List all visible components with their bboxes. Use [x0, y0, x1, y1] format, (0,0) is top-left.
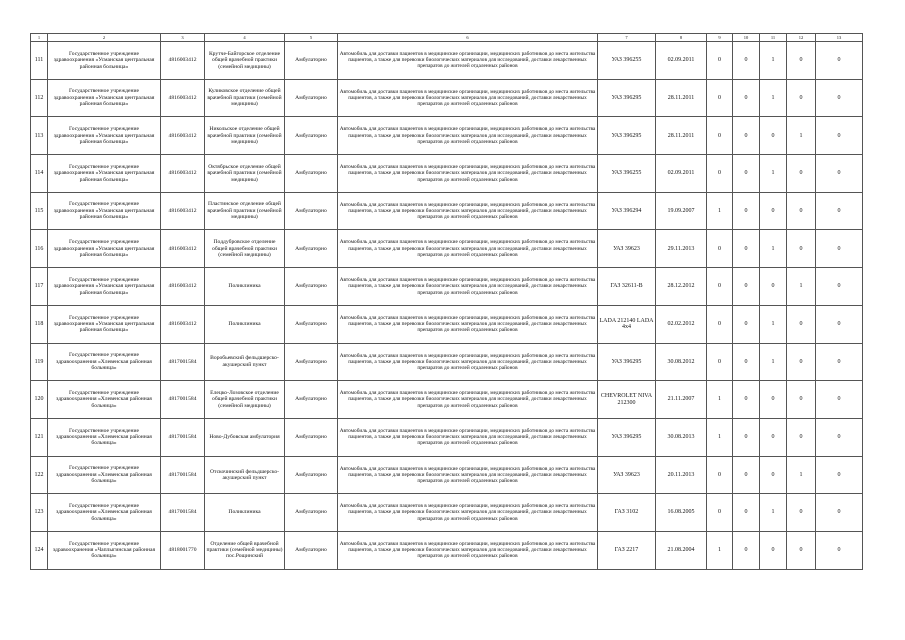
column-header: 8: [656, 34, 707, 42]
unit-cell: Отделение общей врачебной практики (семейной медицины) пос.Рощинский: [205, 531, 285, 569]
care-type-cell: Амбулаторно: [285, 343, 338, 381]
table-row: [31, 418, 863, 456]
institution-cell: Государственное учреждение здравоохранения «Хлевенская районная больница»: [48, 418, 161, 456]
institution-cell: Государственное учреждение здравоохранения «Усманская центральная районная больница»: [48, 79, 161, 117]
unit-cell: Никольское отделение общей врачебной практики (семейной медицины): [205, 117, 285, 155]
column-header: 10: [733, 34, 760, 42]
purpose-cell: Автомобиль для доставки пациентов в медицинские организации, медицинских работников до места жительства пациентов, а также для перевозки биологических материалов для исследований, доставки лекарственных препаратов до жителей отдаленных районов: [338, 494, 598, 532]
vehicle-model-cell: УАЗ 396294: [598, 192, 656, 230]
flag-cell-10: 0: [733, 117, 760, 155]
institution-cell: Государственное учреждение здравоохранения «Усманская центральная районная больница»: [48, 268, 161, 306]
flag-cell-10: 0: [733, 42, 760, 80]
column-header: 11: [760, 34, 787, 42]
table-row: [31, 268, 863, 306]
date-cell: 28.11.2011: [656, 79, 707, 117]
row-number-cell: 124: [31, 531, 48, 569]
flag-cell-13: 0: [816, 42, 863, 80]
inn-cell: 4816003412: [161, 79, 205, 117]
flag-cell-13: 0: [816, 381, 863, 419]
column-header: 5: [285, 34, 338, 42]
column-header: 9: [707, 34, 733, 42]
flag-cell-12: 0: [787, 494, 816, 532]
column-header: 6: [338, 34, 598, 42]
table-row: [31, 230, 863, 268]
row-number-cell: 121: [31, 418, 48, 456]
inn-cell: 4817001584: [161, 418, 205, 456]
flag-cell-12: 0: [787, 418, 816, 456]
purpose-cell: Автомобиль для доставки пациентов в медицинские организации, медицинских работников до места жительства пациентов, а также для перевозки биологических материалов для исследований, доставки лекарственных препаратов до жителей отдаленных районов: [338, 268, 598, 306]
flag-cell-10: 0: [733, 79, 760, 117]
row-number-cell: 117: [31, 268, 48, 306]
care-type-cell: Амбулаторно: [285, 531, 338, 569]
flag-cell-13: 0: [816, 79, 863, 117]
table-row: [31, 155, 863, 193]
flag-cell-9: 1: [707, 381, 733, 419]
flag-cell-12: 0: [787, 230, 816, 268]
care-type-cell: Амбулаторно: [285, 418, 338, 456]
date-cell: 16.08.2005: [656, 494, 707, 532]
vehicle-model-cell: УАЗ 396255: [598, 42, 656, 80]
flag-cell-11: 1: [760, 42, 787, 80]
flag-cell-10: 0: [733, 230, 760, 268]
vehicle-model-cell: УАЗ 39623: [598, 230, 656, 268]
flag-cell-11: 0: [760, 531, 787, 569]
flag-cell-11: 1: [760, 494, 787, 532]
flag-cell-10: 0: [733, 155, 760, 193]
flag-cell-13: 0: [816, 155, 863, 193]
vehicle-model-cell: УАЗ 396295: [598, 418, 656, 456]
date-cell: 19.09.2007: [656, 192, 707, 230]
flag-cell-12: 0: [787, 381, 816, 419]
unit-cell: Поликлиника: [205, 305, 285, 343]
table-row: [31, 117, 863, 155]
table-row: [31, 42, 863, 80]
institution-cell: Государственное учреждение здравоохранения «Усманская центральная районная больница»: [48, 155, 161, 193]
vehicle-model-cell: LADA 212140 LADA 4x4: [598, 305, 656, 343]
vehicle-model-cell: ГАЗ 3102: [598, 494, 656, 532]
inn-cell: 4816003412: [161, 268, 205, 306]
flag-cell-12: 0: [787, 192, 816, 230]
flag-cell-9: 0: [707, 42, 733, 80]
date-cell: 21.08.2004: [656, 531, 707, 569]
flag-cell-13: 0: [816, 343, 863, 381]
flag-cell-9: 1: [707, 531, 733, 569]
table-row: [31, 494, 863, 532]
table-body: [31, 42, 863, 570]
unit-cell: Поддубровское отделение общей врачебной практики (семейной медицины): [205, 230, 285, 268]
care-type-cell: Амбулаторно: [285, 456, 338, 494]
row-number-cell: 122: [31, 456, 48, 494]
flag-cell-9: 1: [707, 192, 733, 230]
inn-cell: 4816003412: [161, 117, 205, 155]
column-header: 3: [161, 34, 205, 42]
flag-cell-13: 0: [816, 418, 863, 456]
vehicle-model-cell: УАЗ 396295: [598, 79, 656, 117]
vehicle-model-cell: УАЗ 396295: [598, 117, 656, 155]
unit-cell: Поликлиника: [205, 494, 285, 532]
unit-cell: Пластинское отделение общей врачебной практики (семейной медицины): [205, 192, 285, 230]
document-page: [30, 33, 862, 570]
institution-cell: Государственное учреждение здравоохранения «Усманская центральная районная больница»: [48, 42, 161, 80]
flag-cell-10: 0: [733, 494, 760, 532]
column-header: 12: [787, 34, 816, 42]
flag-cell-13: 0: [816, 230, 863, 268]
flag-cell-11: 1: [760, 343, 787, 381]
flag-cell-11: 0: [760, 456, 787, 494]
institution-cell: Государственное учреждение здравоохранения «Усманская центральная районная больница»: [48, 117, 161, 155]
purpose-cell: Автомобиль для доставки пациентов в медицинские организации, медицинских работников до места жительства пациентов, а также для перевозки биологических материалов для исследований, доставки лекарственных препаратов до жителей отдаленных районов: [338, 192, 598, 230]
date-cell: 28.11.2011: [656, 117, 707, 155]
inn-cell: 4816003412: [161, 155, 205, 193]
flag-cell-12: 1: [787, 117, 816, 155]
flag-cell-10: 0: [733, 531, 760, 569]
vehicle-model-cell: УАЗ 396295: [598, 343, 656, 381]
table-row: [31, 192, 863, 230]
flag-cell-11: 0: [760, 268, 787, 306]
flag-cell-9: 0: [707, 230, 733, 268]
column-number-header-row: [31, 34, 863, 42]
purpose-cell: Автомобиль для доставки пациентов в медицинские организации, медицинских работников до места жительства пациентов, а также для перевозки биологических материалов для исследований, доставки лекарственных препаратов до жителей отдаленных районов: [338, 418, 598, 456]
inn-cell: 4817001584: [161, 456, 205, 494]
flag-cell-12: 0: [787, 531, 816, 569]
inn-cell: 4816003412: [161, 305, 205, 343]
flag-cell-12: 0: [787, 155, 816, 193]
flag-cell-13: 0: [816, 117, 863, 155]
table-row: [31, 343, 863, 381]
institution-cell: Государственное учреждение здравоохранения «Хлевенская районная больница»: [48, 343, 161, 381]
purpose-cell: Автомобиль для доставки пациентов в медицинские организации, медицинских работников до места жительства пациентов, а также для перевозки биологических материалов для исследований, доставки лекарственных препаратов до жителей отдаленных районов: [338, 456, 598, 494]
institution-cell: Государственное учреждение здравоохранения «Чаплыгинская районная больница»: [48, 531, 161, 569]
care-type-cell: Амбулаторно: [285, 381, 338, 419]
unit-cell: Ново-Дубовская амбулатория: [205, 418, 285, 456]
flag-cell-10: 0: [733, 381, 760, 419]
care-type-cell: Амбулаторно: [285, 494, 338, 532]
column-header: 7: [598, 34, 656, 42]
unit-cell: Куликовское отделение общей врачебной практики (семейной медицины): [205, 79, 285, 117]
row-number-cell: 111: [31, 42, 48, 80]
date-cell: 20.11.2013: [656, 456, 707, 494]
flag-cell-11: 1: [760, 155, 787, 193]
flag-cell-10: 0: [733, 192, 760, 230]
unit-cell: Поликлиника: [205, 268, 285, 306]
flag-cell-13: 0: [816, 305, 863, 343]
vehicle-registry-table: [30, 33, 863, 570]
row-number-cell: 112: [31, 79, 48, 117]
row-number-cell: 114: [31, 155, 48, 193]
flag-cell-9: 0: [707, 343, 733, 381]
column-header: 13: [816, 34, 863, 42]
institution-cell: Государственное учреждение здравоохранения «Хлевенская районная больница»: [48, 381, 161, 419]
flag-cell-9: 0: [707, 305, 733, 343]
inn-cell: 4816003412: [161, 42, 205, 80]
unit-cell: Крутче-Байгорское отделение общей врачебной практики (семейной медицины): [205, 42, 285, 80]
flag-cell-9: 0: [707, 456, 733, 494]
row-number-cell: 113: [31, 117, 48, 155]
care-type-cell: Амбулаторно: [285, 117, 338, 155]
flag-cell-11: 0: [760, 381, 787, 419]
institution-cell: Государственное учреждение здравоохранения «Хлевенская районная больница»: [48, 494, 161, 532]
flag-cell-13: 0: [816, 268, 863, 306]
row-number-cell: 115: [31, 192, 48, 230]
flag-cell-13: 0: [816, 494, 863, 532]
institution-cell: Государственное учреждение здравоохранения «Хлевенская районная больница»: [48, 456, 161, 494]
table-row: [31, 531, 863, 569]
purpose-cell: Автомобиль для доставки пациентов в медицинские организации, медицинских работников до места жительства пациентов, а также для перевозки биологических материалов для исследований, доставки лекарственных препаратов до жителей отдаленных районов: [338, 117, 598, 155]
care-type-cell: Амбулаторно: [285, 192, 338, 230]
row-number-cell: 119: [31, 343, 48, 381]
date-cell: 21.11.2007: [656, 381, 707, 419]
flag-cell-10: 0: [733, 343, 760, 381]
vehicle-model-cell: CHEVROLET NIVA 212300: [598, 381, 656, 419]
care-type-cell: Амбулаторно: [285, 268, 338, 306]
row-number-cell: 118: [31, 305, 48, 343]
unit-cell: Елецко-Лозовское отделение общей врачебной практики (семейной медицины): [205, 381, 285, 419]
flag-cell-9: 0: [707, 155, 733, 193]
flag-cell-11: 0: [760, 418, 787, 456]
flag-cell-11: 0: [760, 117, 787, 155]
institution-cell: Государственное учреждение здравоохранения «Усманская центральная районная больница»: [48, 230, 161, 268]
purpose-cell: Автомобиль для доставки пациентов в медицинские организации, медицинских работников до места жительства пациентов, а также для перевозки биологических материалов для исследований, доставки лекарственных препаратов до жителей отдаленных районов: [338, 155, 598, 193]
purpose-cell: Автомобиль для доставки пациентов в медицинские организации, медицинских работников до места жительства пациентов, а также для перевозки биологических материалов для исследований, доставки лекарственных препаратов до жителей отдаленных районов: [338, 531, 598, 569]
flag-cell-10: 0: [733, 418, 760, 456]
flag-cell-9: 0: [707, 117, 733, 155]
table-row: [31, 456, 863, 494]
institution-cell: Государственное учреждение здравоохранения «Усманская центральная районная больница»: [48, 192, 161, 230]
table-row: [31, 381, 863, 419]
flag-cell-10: 0: [733, 456, 760, 494]
flag-cell-12: 1: [787, 456, 816, 494]
flag-cell-12: 0: [787, 343, 816, 381]
flag-cell-10: 0: [733, 268, 760, 306]
row-number-cell: 116: [31, 230, 48, 268]
flag-cell-11: 1: [760, 230, 787, 268]
care-type-cell: Амбулаторно: [285, 42, 338, 80]
care-type-cell: Амбулаторно: [285, 230, 338, 268]
flag-cell-12: 0: [787, 79, 816, 117]
flag-cell-13: 0: [816, 531, 863, 569]
institution-cell: Государственное учреждение здравоохранения «Усманская центральная районная больница»: [48, 305, 161, 343]
vehicle-model-cell: УАЗ 396255: [598, 155, 656, 193]
flag-cell-9: 0: [707, 494, 733, 532]
row-number-cell: 123: [31, 494, 48, 532]
flag-cell-11: 1: [760, 305, 787, 343]
date-cell: 30.08.2012: [656, 343, 707, 381]
inn-cell: 4816003412: [161, 230, 205, 268]
purpose-cell: Автомобиль для доставки пациентов в медицинские организации, медицинских работников до места жительства пациентов, а также для перевозки биологических материалов для исследований, доставки лекарственных препаратов до жителей отдаленных районов: [338, 381, 598, 419]
purpose-cell: Автомобиль для доставки пациентов в медицинские организации, медицинских работников до места жительства пациентов, а также для перевозки биологических материалов для исследований, доставки лекарственных препаратов до жителей отдаленных районов: [338, 343, 598, 381]
unit-cell: Октябрьское отделение общей врачебной практики (семейной медицины): [205, 155, 285, 193]
inn-cell: 4817001584: [161, 381, 205, 419]
vehicle-model-cell: ГАЗ 2217: [598, 531, 656, 569]
flag-cell-9: 0: [707, 79, 733, 117]
vehicle-model-cell: УАЗ 39623: [598, 456, 656, 494]
purpose-cell: Автомобиль для доставки пациентов в медицинские организации, медицинских работников до места жительства пациентов, а также для перевозки биологических материалов для исследований, доставки лекарственных препаратов до жителей отдаленных районов: [338, 305, 598, 343]
care-type-cell: Амбулаторно: [285, 79, 338, 117]
flag-cell-12: 0: [787, 42, 816, 80]
inn-cell: 4817001584: [161, 343, 205, 381]
flag-cell-13: 0: [816, 192, 863, 230]
vehicle-model-cell: ГАЗ 32611-В: [598, 268, 656, 306]
row-number-cell: 120: [31, 381, 48, 419]
purpose-cell: Автомобиль для доставки пациентов в медицинские организации, медицинских работников до места жительства пациентов, а также для перевозки биологических материалов для исследований, доставки лекарственных препаратов до жителей отдаленных районов: [338, 79, 598, 117]
column-header: 1: [31, 34, 48, 42]
table-row: [31, 305, 863, 343]
flag-cell-11: 1: [760, 79, 787, 117]
care-type-cell: Амбулаторно: [285, 305, 338, 343]
date-cell: 02.02.2012: [656, 305, 707, 343]
flag-cell-11: 0: [760, 192, 787, 230]
date-cell: 02.09.2011: [656, 155, 707, 193]
column-header: 2: [48, 34, 161, 42]
care-type-cell: Амбулаторно: [285, 155, 338, 193]
inn-cell: 4817001584: [161, 494, 205, 532]
flag-cell-10: 0: [733, 305, 760, 343]
date-cell: 29.11.2013: [656, 230, 707, 268]
unit-cell: Отскочинский фельдшерско-акушерский пункт: [205, 456, 285, 494]
purpose-cell: Автомобиль для доставки пациентов в медицинские организации, медицинских работников до места жительства пациентов, а также для перевозки биологических материалов для исследований, доставки лекарственных препаратов до жителей отдаленных районов: [338, 42, 598, 80]
column-header: 4: [205, 34, 285, 42]
date-cell: 02.09.2011: [656, 42, 707, 80]
date-cell: 30.08.2013: [656, 418, 707, 456]
flag-cell-12: 1: [787, 268, 816, 306]
purpose-cell: Автомобиль для доставки пациентов в медицинские организации, медицинских работников до места жительства пациентов, а также для перевозки биологических материалов для исследований, доставки лекарственных препаратов до жителей отдаленных районов: [338, 230, 598, 268]
inn-cell: 4816003412: [161, 192, 205, 230]
flag-cell-12: 0: [787, 305, 816, 343]
unit-cell: Воробьевский фельдшерско-акушерский пункт: [205, 343, 285, 381]
date-cell: 28.12.2012: [656, 268, 707, 306]
inn-cell: 4818001770: [161, 531, 205, 569]
flag-cell-9: 0: [707, 268, 733, 306]
table-row: [31, 79, 863, 117]
flag-cell-13: 0: [816, 456, 863, 494]
flag-cell-9: 1: [707, 418, 733, 456]
